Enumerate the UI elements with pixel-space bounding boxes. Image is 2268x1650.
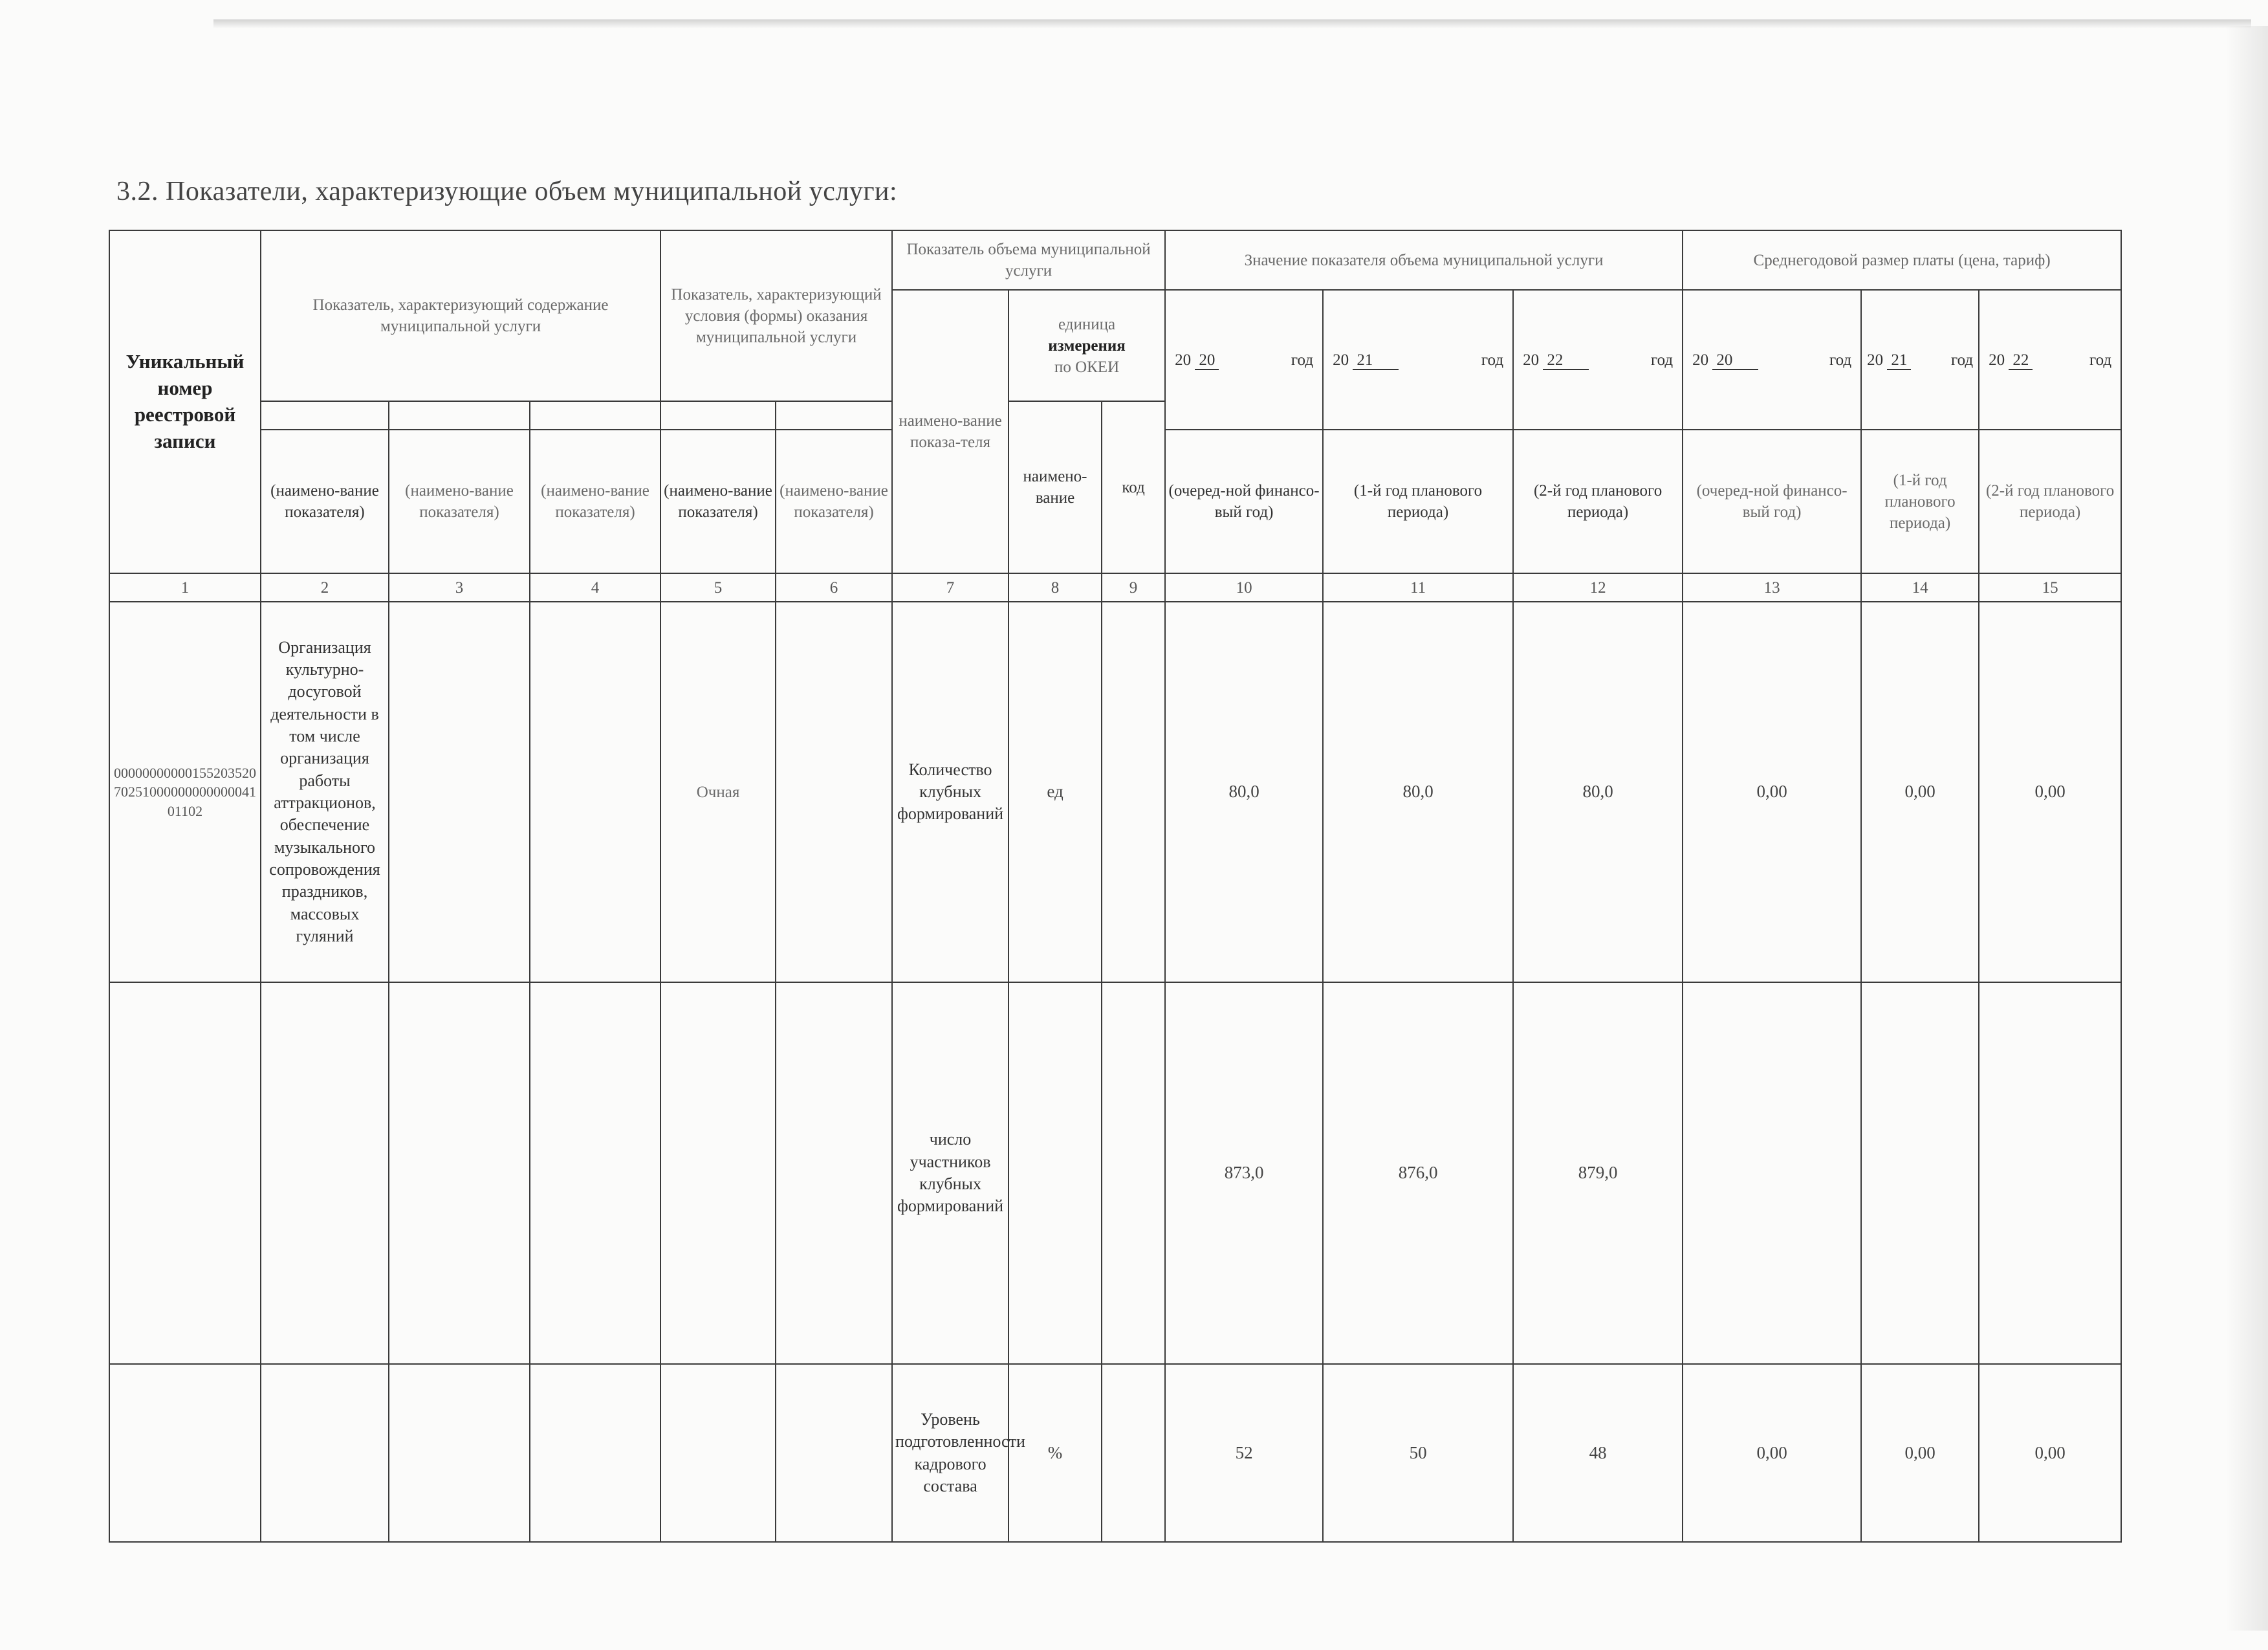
value-col-12: 879,0 xyxy=(1513,982,1683,1364)
empty-cell xyxy=(1683,982,1861,1364)
empty-cell xyxy=(389,982,530,1364)
header-unit-bold: измерения xyxy=(1048,336,1126,355)
empty-cell xyxy=(776,1364,892,1542)
volume-indicators-table xyxy=(109,230,2122,1543)
service-content: Организация культурно-досуговой деятельности в том числе организация работы аттракционов, обеспечение музыкального сопровождения праздников, массовых гуляний xyxy=(261,602,389,982)
header-period-15: (2-й год планового периода) xyxy=(1979,430,2121,573)
column-number: 5 xyxy=(660,573,776,602)
header-year-14 xyxy=(1861,290,1979,430)
header-blank-2 xyxy=(261,401,389,430)
header-year-15 xyxy=(1979,290,2121,430)
header-period-10: (очеред-ной финансо-вый год) xyxy=(1165,430,1323,573)
indicator-name: число участников клубных формирований xyxy=(892,982,1009,1364)
year-word: год xyxy=(1950,351,1974,369)
year-word: год xyxy=(1829,351,1852,369)
empty-cell xyxy=(660,982,776,1364)
column-number: 11 xyxy=(1323,573,1513,602)
empty-cell xyxy=(1861,982,1979,1364)
table-row xyxy=(109,1364,2121,1542)
scan-shadow-right xyxy=(2225,26,2268,1631)
year-value: 20 xyxy=(1712,351,1758,370)
empty-cell xyxy=(1979,982,2121,1364)
header-year-12 xyxy=(1513,290,1683,430)
indicator-name: Количество клубных формирований xyxy=(892,602,1009,982)
header-volume-value: Значение показателя объема муниципальной услуги xyxy=(1165,230,1683,290)
header-blank-5 xyxy=(660,401,776,430)
empty-cell xyxy=(261,982,389,1364)
header-unit-code: код xyxy=(1102,401,1165,573)
header-blank-3 xyxy=(389,401,530,430)
year-word: год xyxy=(1291,351,1314,369)
year-prefix: 20 xyxy=(1333,351,1349,369)
value-col-11: 876,0 xyxy=(1323,982,1513,1364)
value-col-10: 80,0 xyxy=(1165,602,1323,982)
service-form: Очная xyxy=(660,602,776,982)
table-row xyxy=(109,982,2121,1364)
column-number: 14 xyxy=(1861,573,1979,602)
empty-cell xyxy=(776,982,892,1364)
value-col-10: 52 xyxy=(1165,1364,1323,1542)
value-col-14: 0,00 xyxy=(1861,602,1979,982)
header-indicator-name: наимено-вание показа-теля xyxy=(892,290,1009,573)
column-number-row xyxy=(109,573,2121,602)
header-subname-2: (наимено-вание показателя) xyxy=(261,430,389,573)
header-period-12: (2-й год планового периода) xyxy=(1513,430,1683,573)
header-subname-5: (наимено-вание показателя) xyxy=(660,430,776,573)
year-word: год xyxy=(1650,351,1674,369)
header-blank-4 xyxy=(530,401,660,430)
column-number: 1 xyxy=(109,573,261,602)
value-col-12: 48 xyxy=(1513,1364,1683,1542)
column-number: 13 xyxy=(1683,573,1861,602)
year-word: год xyxy=(2089,351,2112,369)
header-content-indicator: Показатель, характеризующий содержание муниципальной услуги xyxy=(261,230,660,401)
year-value: 22 xyxy=(2009,351,2033,370)
value-col-12: 80,0 xyxy=(1513,602,1683,982)
year-prefix: 20 xyxy=(1175,351,1192,369)
empty-cell xyxy=(1102,602,1165,982)
value-col-11: 50 xyxy=(1323,1364,1513,1542)
column-number: 10 xyxy=(1165,573,1323,602)
column-number: 9 xyxy=(1102,573,1165,602)
value-col-15: 0,00 xyxy=(1979,602,2121,982)
unit-name: % xyxy=(1009,1364,1102,1542)
value-col-14: 0,00 xyxy=(1861,1364,1979,1542)
header-subname-3: (наимено-вание показателя) xyxy=(389,430,530,573)
header-period-11: (1-й год планового периода) xyxy=(1323,430,1513,573)
empty-cell xyxy=(261,1364,389,1542)
value-col-15: 0,00 xyxy=(1979,1364,2121,1542)
column-number: 2 xyxy=(261,573,389,602)
empty-cell xyxy=(530,982,660,1364)
table-row xyxy=(109,602,2121,982)
header-unit-name: наимено-вание xyxy=(1009,401,1102,573)
value-col-13: 0,00 xyxy=(1683,1364,1861,1542)
empty-cell xyxy=(389,602,530,982)
year-value: 21 xyxy=(1353,351,1399,370)
empty-cell xyxy=(776,602,892,982)
column-number: 8 xyxy=(1009,573,1102,602)
column-number: 15 xyxy=(1979,573,2121,602)
empty-cell xyxy=(389,1364,530,1542)
value-col-13: 0,00 xyxy=(1683,602,1861,982)
header-year-13 xyxy=(1683,290,1861,430)
header-period-14: (1-й год планового периода) xyxy=(1861,430,1979,573)
header-avg-payment: Среднегодовой размер платы (цена, тариф) xyxy=(1683,230,2121,290)
header-blank-6 xyxy=(776,401,892,430)
header-period-13: (очеред-ной финансо-вый год) xyxy=(1683,430,1861,573)
column-number: 7 xyxy=(892,573,1009,602)
indicator-name: Уровень подготовленности кадрового состава xyxy=(892,1364,1009,1542)
empty-cell xyxy=(660,1364,776,1542)
column-number: 6 xyxy=(776,573,892,602)
value-col-10: 873,0 xyxy=(1165,982,1323,1364)
scan-shadow-top xyxy=(213,19,2251,28)
header-volume-indicator: Показатель объема муниципальной услуги xyxy=(892,230,1165,290)
header-conditions-indicator: Показатель, характеризующий условия (формы) оказания муниципальной услуги xyxy=(660,230,892,401)
header-subname-4: (наимено-вание показателя) xyxy=(530,430,660,573)
year-prefix: 20 xyxy=(1989,351,2005,369)
header-year-10 xyxy=(1165,290,1323,430)
header-unique-number: Уникальный номер реестровой записи xyxy=(109,230,261,573)
header-unit-suffix: по ОКЕИ xyxy=(1054,358,1120,376)
header-unit-prefix: единица xyxy=(1058,315,1116,333)
empty-cell xyxy=(109,1364,261,1542)
column-number: 3 xyxy=(389,573,530,602)
empty-cell xyxy=(1102,1364,1165,1542)
year-word: год xyxy=(1481,351,1504,369)
year-value: 20 xyxy=(1195,351,1219,370)
empty-cell xyxy=(109,982,261,1364)
registry-code: 000000000001552035207025100000000000004101102 xyxy=(109,602,261,982)
empty-cell xyxy=(1102,982,1165,1364)
year-prefix: 20 xyxy=(1692,351,1709,369)
year-prefix: 20 xyxy=(1523,351,1540,369)
empty-cell xyxy=(530,1364,660,1542)
header-year-11 xyxy=(1323,290,1513,430)
header-subname-6: (наимено-вание показателя) xyxy=(776,430,892,573)
header-okei-unit xyxy=(1009,290,1165,401)
empty-cell xyxy=(530,602,660,982)
unit-name: ед xyxy=(1009,602,1102,982)
year-value: 22 xyxy=(1543,351,1589,370)
value-col-11: 80,0 xyxy=(1323,602,1513,982)
empty-cell xyxy=(1009,982,1102,1364)
section-title: 3.2. Показатели, характеризующие объем муниципальной услуги: xyxy=(116,177,898,206)
column-number: 4 xyxy=(530,573,660,602)
year-value: 21 xyxy=(1887,351,1911,370)
year-prefix: 20 xyxy=(1867,351,1884,369)
column-number: 12 xyxy=(1513,573,1683,602)
